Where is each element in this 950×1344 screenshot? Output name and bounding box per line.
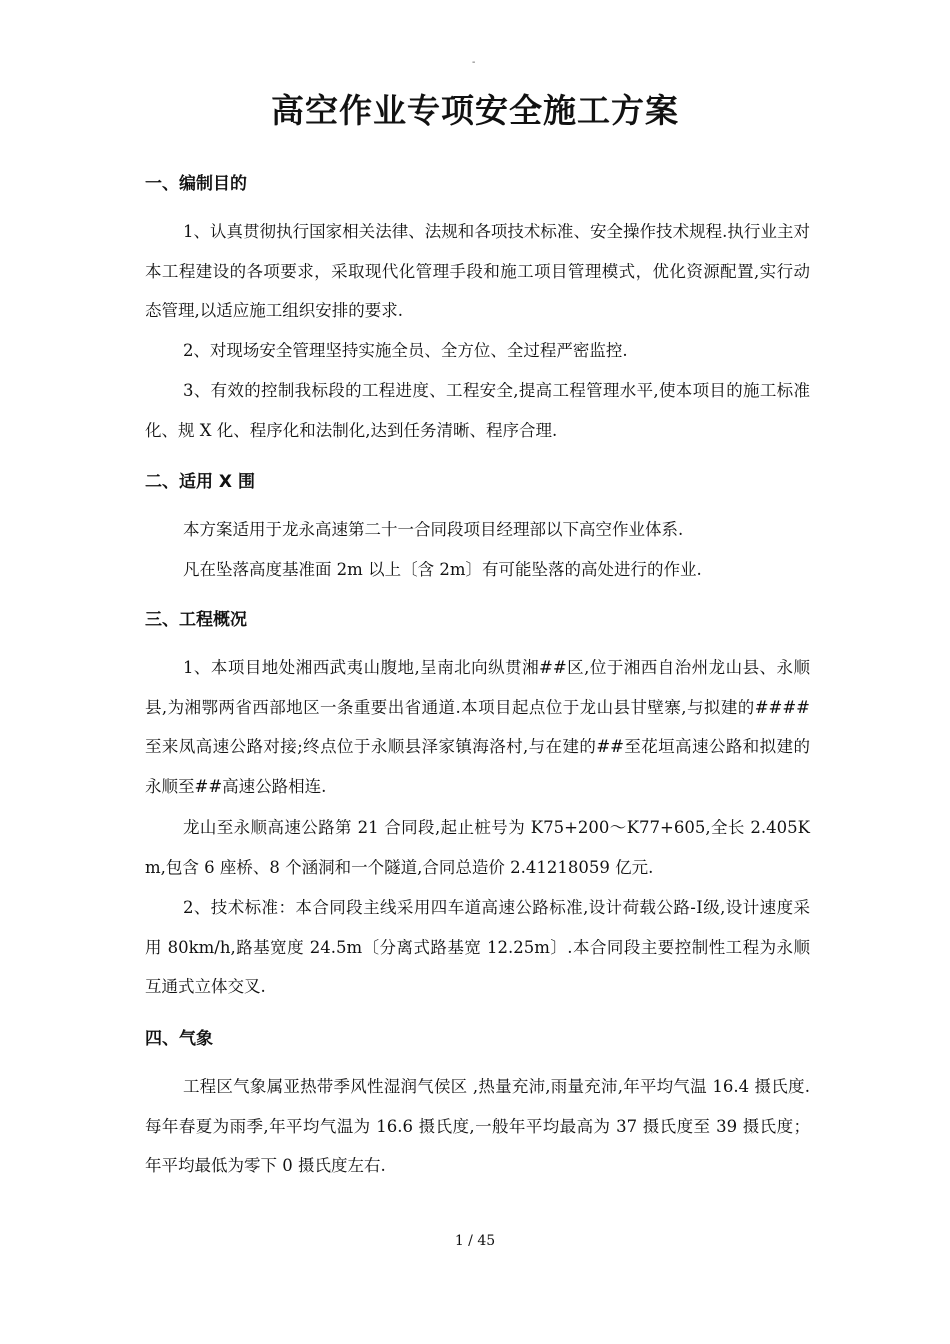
paragraph-purpose-2: 2、对现场安全管理坚持实施全员、全方位、全过程严密监控. (182, 341, 628, 360)
paragraph-purpose-3: 3、有效的控制我标段的工程进度、工程安全,提高工程管理水平,使本项目的施工标准化、规 X 化、程序化和法制化,达到任务清晰、程序合理. (145, 381, 810, 440)
section-heading-purpose: 一、编制目的 (145, 174, 247, 194)
paragraph-scope-1: 本方案适用于龙永高速第二十一合同段项目经理部以下高空作业体系. (182, 520, 684, 539)
page-number: 1 / 45 (454, 1233, 496, 1249)
paragraph-overview-3: 2、技术标准：本合同段主线采用四车道高速公路标准,设计荷载公路-Ⅰ级,设计速度采用 80km/h,路基宽度 24.5m〔分离式路基宽 12.25m〕.本合同段主要控制性工程为永顺互通式立体交叉. (145, 898, 810, 997)
section-heading-climate: 四、气象 (145, 1029, 213, 1049)
section-heading-overview: 三、工程概况 (145, 610, 247, 630)
paragraph-overview-2: 龙山至永顺高速公路第 21 合同段,起止桩号为 K75+200～K77+605,全长 2.405Km,包含 6 座桥、8 个涵洞和一个隧道,合同总造价 2.41218059 亿元. (145, 818, 810, 877)
section-heading-scope: 二、适用 X 围 (145, 472, 255, 492)
document-title: 高空作业专项安全施工方案 (271, 91, 679, 130)
paragraph-scope-2: 凡在坠落高度基准面 2m 以上〔含 2m〕有可能坠落的高处进行的作业. (182, 560, 702, 579)
paragraph-overview-1: 1、本项目地处湘西武夷山腹地,呈南北向纵贯湘##区,位于湘西自治州龙山县、永顺县,为湘鄂两省西部地区一条重要出省通道.本项目起点位于龙山县甘壁寨,与拟建的####至来凤高速公路对接;终点位于永顺县泽家镇海洛村,与在建的##至花垣高速公路和拟建的永顺至##高速公路相连. (145, 658, 810, 796)
header-mark: - (472, 57, 476, 68)
paragraph-climate-1: 工程区气象属亚热带季风性湿润气侯区 ,热量充沛,雨量充沛,年平均气温 16.4 摄氏度.每年春夏为雨季,年平均气温为 16.6 摄氏度,一般年平均最高为 37 摄氏度至 39 摄氏度；年平均最低为零下 0 摄氏度左右. (145, 1077, 810, 1176)
paragraph-purpose-1: 1、认真贯彻执行国家相关法律、法规和各项技术标准、安全操作技术规程.执行业主对本工程建设的各项要求，采取现代化管理手段和施工项目管理模式，优化资源配置,实行动态管理,以适应施工组织安排的要求. (145, 222, 810, 321)
